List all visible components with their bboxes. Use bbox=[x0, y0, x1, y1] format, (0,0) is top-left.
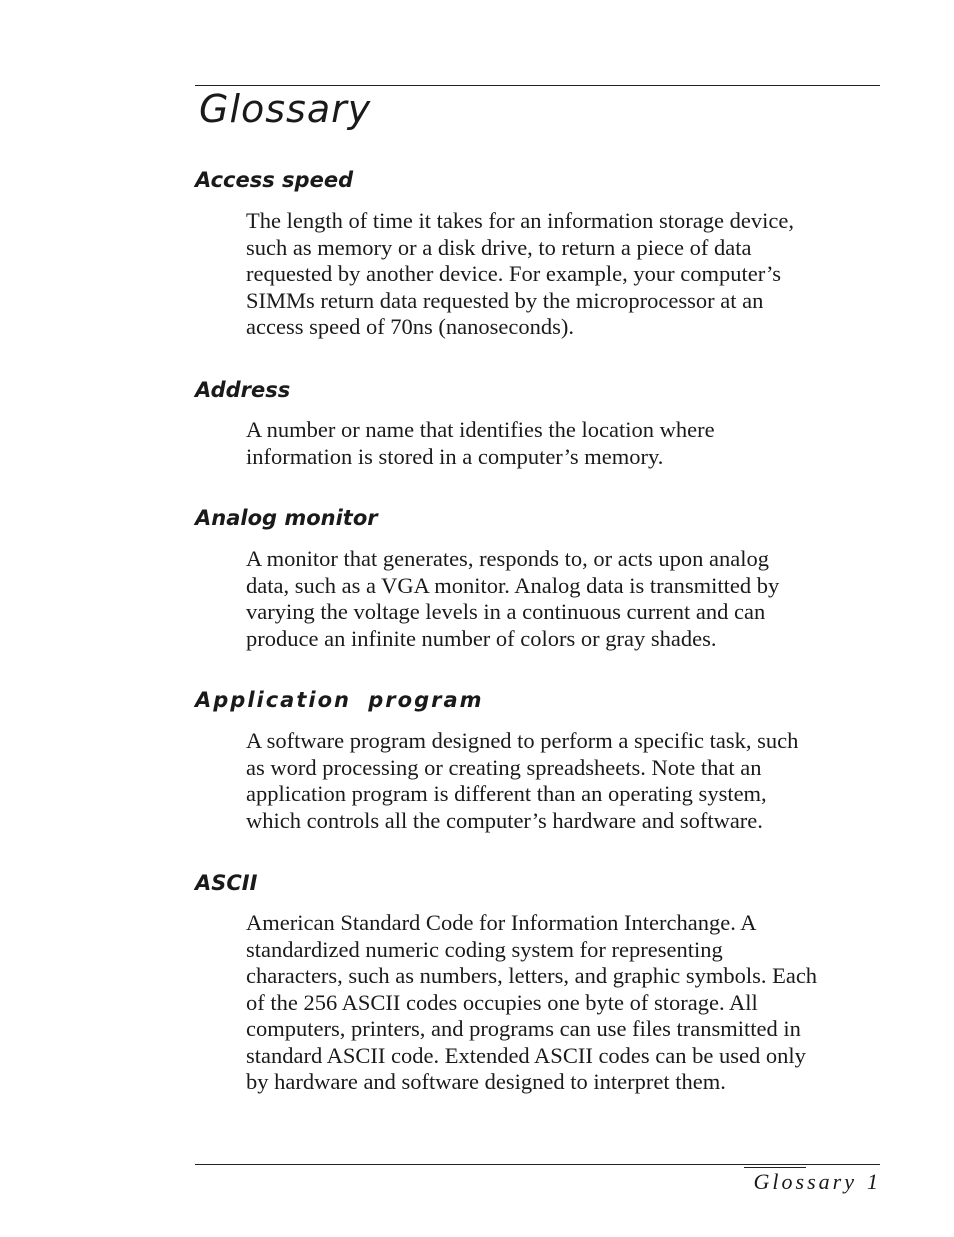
page-footer bbox=[754, 1168, 878, 1196]
definition-line: access speed of 70ns (nanoseconds). bbox=[246, 314, 575, 339]
definition-line: application program is different than an operating system, bbox=[246, 781, 767, 806]
definition-line: A monitor that generates, responds to, or acts upon analog bbox=[246, 546, 770, 571]
definition-line: such as memory or a disk drive, to return a piece of data bbox=[246, 234, 752, 260]
definition-line: requested by another device. For example, your computer’s bbox=[246, 261, 782, 286]
definition-line: of the 256 ASCII codes occupies one byte of storage. All bbox=[246, 989, 758, 1015]
entry-definition-access-speed bbox=[246, 208, 794, 341]
entry-definition-application-program bbox=[246, 728, 798, 834]
page-number: 1 bbox=[867, 1169, 878, 1194]
footer-section-label: Glossary bbox=[753, 1169, 857, 1194]
entry-term-access-speed: Access speed bbox=[195, 168, 354, 192]
definition-line: data, such as a VGA monitor. Analog data is transmitted by bbox=[246, 572, 780, 598]
page-title: Glossary bbox=[199, 87, 372, 131]
bottom-rule bbox=[195, 1164, 880, 1165]
entry-definition-analog-monitor bbox=[246, 546, 779, 652]
entry-definition-address bbox=[246, 417, 715, 470]
definition-line: produce an infinite number of colors or gray shades. bbox=[246, 625, 717, 651]
definition-line: as word processing or creating spreadsheets. Note that an bbox=[246, 754, 762, 780]
definition-line: SIMMs return data requested by the microprocessor at an bbox=[246, 287, 764, 313]
definition-line: which controls all the computer’s hardware and software. bbox=[246, 807, 763, 833]
entry-term-address: Address bbox=[195, 378, 291, 402]
definition-line: characters, such as numbers, letters, and graphic symbols. Each bbox=[246, 963, 818, 988]
definition-line: standardized numeric coding system for representing bbox=[246, 936, 723, 962]
entry-term-analog-monitor: Analog monitor bbox=[195, 506, 378, 530]
definition-line: The length of time it takes for an information storage device, bbox=[246, 208, 794, 233]
definition-line: standard ASCII code. Extended ASCII codes can be used only bbox=[246, 1042, 806, 1068]
definition-line: information is stored in a computer’s memory. bbox=[246, 443, 664, 469]
definition-line: A software program designed to perform a specific task, such bbox=[246, 728, 799, 753]
entry-term-application-program: Application program bbox=[195, 688, 484, 712]
definition-line: varying the voltage levels in a continuous current and can bbox=[246, 599, 766, 624]
definition-line: A number or name that identifies the location where bbox=[246, 417, 715, 442]
definition-line: American Standard Code for Information Interchange. A bbox=[246, 910, 757, 935]
entry-term-ascii: ASCII bbox=[195, 871, 258, 895]
definition-line: computers, printers, and programs can use files transmitted in bbox=[246, 1016, 801, 1041]
entry-definition-ascii bbox=[246, 910, 817, 1096]
definition-line: by hardware and software designed to interpret them. bbox=[246, 1069, 726, 1094]
